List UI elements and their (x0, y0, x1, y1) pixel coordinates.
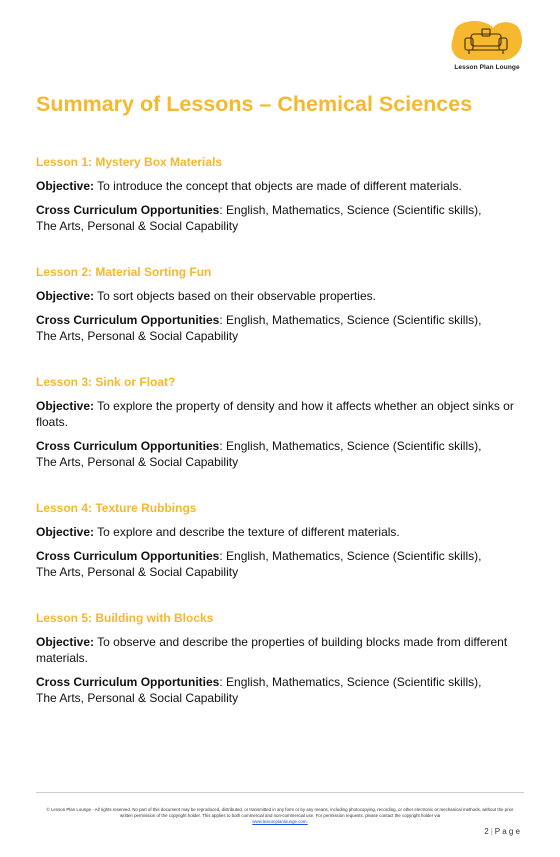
ccop-label: Cross Curriculum Opportunities (36, 675, 220, 689)
ccop-text-line1: English, Mathematics, Science (Scientific skills), (226, 675, 482, 689)
lesson-item (36, 265, 526, 344)
ccop-text-line2: The Arts, Personal & Social Capability (36, 329, 239, 343)
objective-text: To sort objects based on their observable properties. (97, 289, 376, 303)
lesson-item (36, 501, 526, 580)
objective-label: Objective: (36, 179, 95, 193)
lesson-objective (36, 524, 526, 540)
lesson-objective (36, 288, 526, 304)
page-number-value: 2 (484, 827, 489, 836)
copyright-text: © Lesson Plan Lounge - All rights reserved. No part of this document may be reproduced, distributed, or transmitted in any form or by any means, including photocopying, recording, or other electronic or mechanical methods, without the prior written permission of the copyright holder. This applies to both commercial and non-commercial use. For permission requests, please contact the copyright holder via (46, 807, 514, 818)
page-number (484, 827, 520, 836)
ccop-text-line2: The Arts, Personal & Social Capability (36, 691, 239, 705)
footer-divider (36, 792, 524, 793)
lesson-objective (36, 634, 526, 666)
objective-label: Objective: (36, 399, 95, 413)
website-link[interactable]: www.lessonplanlounge.com. (252, 819, 308, 824)
ccop-text-line1: English, Mathematics, Science (Scientific skills), (226, 549, 482, 563)
objective-label: Objective: (36, 525, 95, 539)
lesson-heading: Lesson 1: Mystery Box Materials (36, 155, 223, 169)
ccop-text-line2: The Arts, Personal & Social Capability (36, 565, 239, 579)
lesson-heading: Lesson 3: Sink or Float? (36, 375, 176, 389)
objective-text: To introduce the concept that objects are made of different materials. (97, 179, 462, 193)
ccop-label: Cross Curriculum Opportunities (36, 313, 220, 327)
lesson-ccop: Cross Curriculum Opportunities: English, Mathematics, Science (Scientific skills), The Arts, Personal & Social Capability (36, 203, 482, 233)
lesson-objective (36, 178, 526, 194)
objective-text: To explore the property of density and how it affects whether an object sinks or floats. (36, 399, 514, 429)
footer-copyright (40, 807, 520, 825)
ccop-text-line2: The Arts, Personal & Social Capability (36, 219, 239, 233)
objective-label: Objective: (36, 635, 95, 649)
lesson-ccop: Cross Curriculum Opportunities: English, Mathematics, Science (Scientific skills), The Arts, Personal & Social Capability (36, 675, 482, 705)
page-title: Summary of Lessons – Chemical Sciences (36, 92, 473, 116)
objective-text: To observe and describe the properties of building blocks made from different materials. (36, 635, 508, 665)
brand-logo (447, 20, 527, 76)
objective-text: To explore and describe the texture of different materials. (97, 525, 400, 539)
ccop-label: Cross Curriculum Opportunities (36, 549, 220, 563)
ccop-label: Cross Curriculum Opportunities (36, 203, 220, 217)
ccop-text-line1: English, Mathematics, Science (Scientific skills), (226, 203, 482, 217)
ccop-text-line1: English, Mathematics, Science (Scientific skills), (226, 439, 482, 453)
sofa-icon (447, 20, 527, 62)
ccop-label: Cross Curriculum Opportunities (36, 439, 220, 453)
brand-name: Lesson Plan Lounge (454, 64, 520, 71)
lesson-ccop: Cross Curriculum Opportunities: English, Mathematics, Science (Scientific skills), The Arts, Personal & Social Capability (36, 549, 482, 579)
lesson-ccop: Cross Curriculum Opportunities: English, Mathematics, Science (Scientific skills), The Arts, Personal & Social Capability (36, 313, 482, 343)
lesson-ccop: Cross Curriculum Opportunities: English, Mathematics, Science (Scientific skills), The Arts, Personal & Social Capability (36, 439, 482, 469)
lesson-item (36, 155, 526, 234)
lesson-heading: Lesson 4: Texture Rubbings (36, 501, 197, 515)
ccop-text-line2: The Arts, Personal & Social Capability (36, 455, 239, 469)
lesson-objective (36, 398, 526, 430)
lesson-heading: Lesson 5: Building with Blocks (36, 611, 214, 625)
page-separator: | (490, 827, 493, 836)
lesson-item (36, 375, 526, 470)
lesson-item (36, 611, 526, 706)
page-label: P a g e (494, 827, 520, 836)
lesson-heading: Lesson 2: Material Sorting Fun (36, 265, 212, 279)
objective-label: Objective: (36, 289, 95, 303)
ccop-text-line1: English, Mathematics, Science (Scientific skills), (226, 313, 482, 327)
lesson-list (36, 155, 526, 737)
